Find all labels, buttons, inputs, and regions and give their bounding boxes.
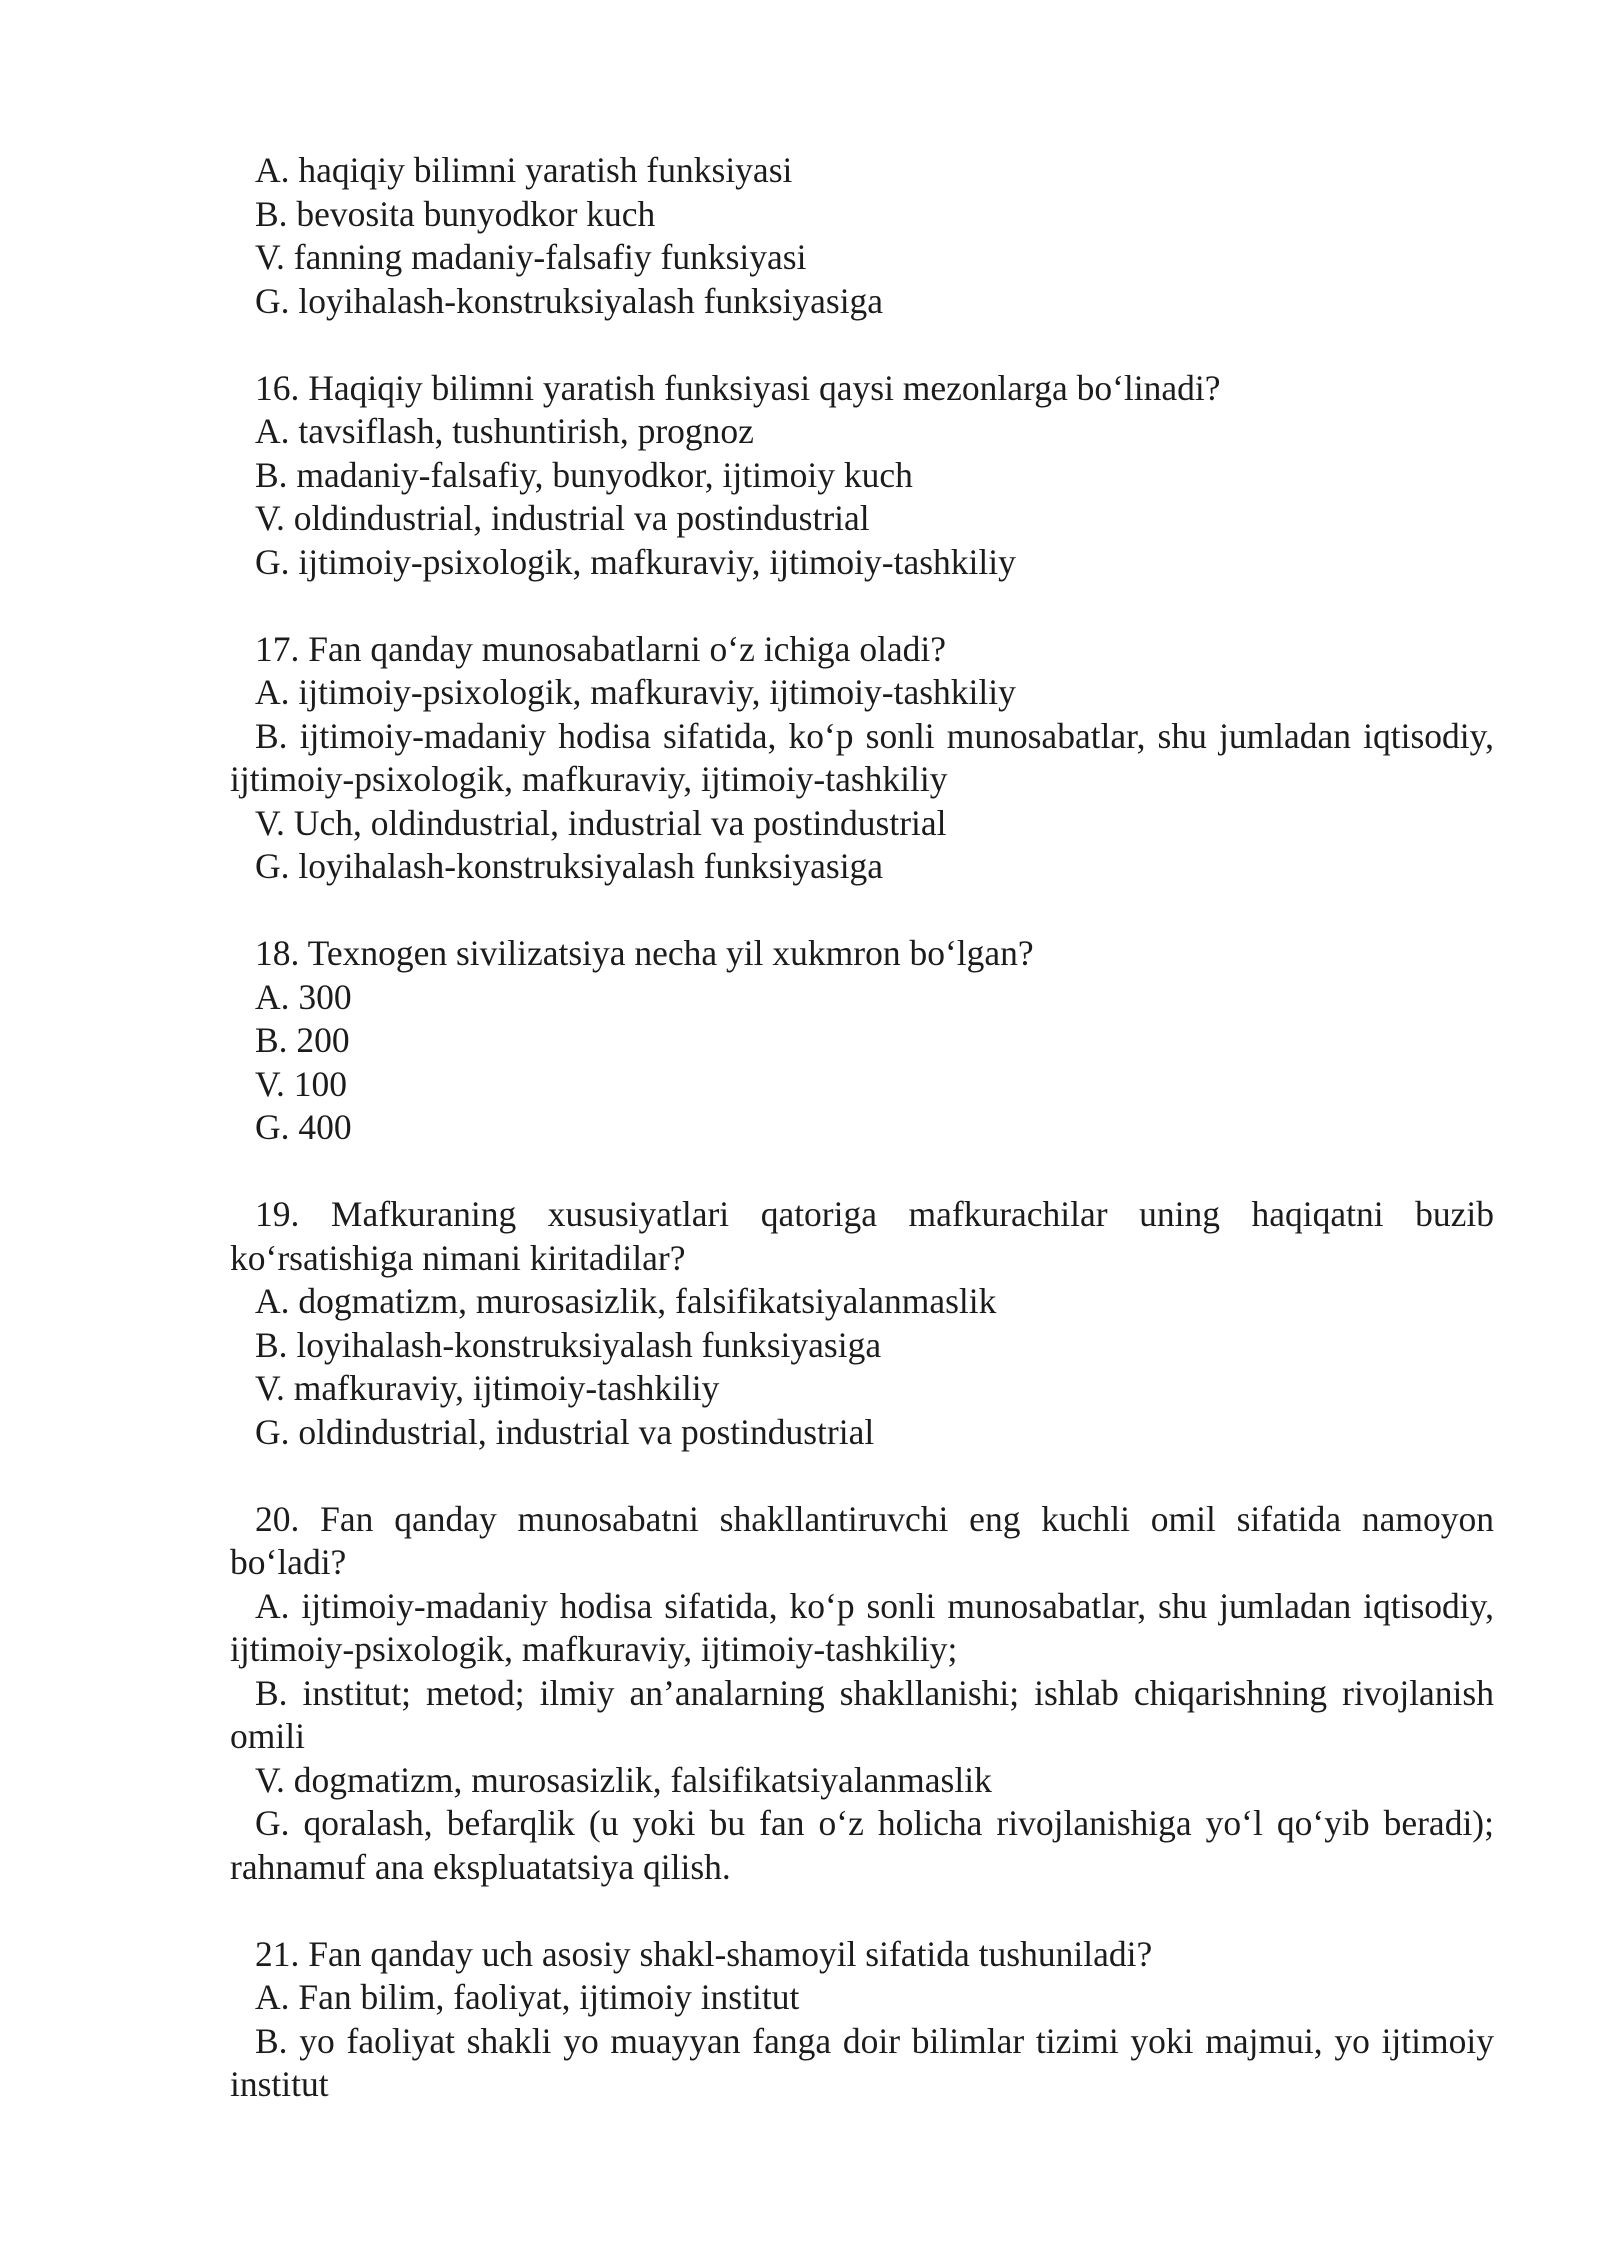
document-page xyxy=(230,149,1494,2107)
option-line: V. fanning madaniy-falsafiy funksiyasi xyxy=(255,237,807,277)
spacer xyxy=(230,584,1494,628)
question-text: 19. Mafkuraning xususiyatlari qatoriga mafkurachilar uning haqiqatni buzib ko‘rsatishiga nimani kiritadilar? xyxy=(230,1194,1494,1278)
option-line: G. ijtimoiy-psixologik, mafkuraviy, ijtimoiy-tashkiliy xyxy=(255,541,1016,582)
option-line: B. loyihalash-konstruksiyalash funksiyasiga xyxy=(255,1324,882,1365)
spacer xyxy=(230,1150,1494,1194)
question-block-20 xyxy=(230,1498,1494,1890)
option-line: A. tavsiflash, tushuntirish, prognoz xyxy=(255,411,754,451)
option-line: B. yo faoliyat shakli yo muayyan fanga doir bilimlar tizimi yoki majmui, yo ijtimoiy institut xyxy=(230,2020,1494,2104)
question-text: 20. Fan qanday munosabatni shakllantiruvchi eng kuchli omil sifatida namoyon bo‘ladi? xyxy=(230,1498,1494,1582)
question-block-21 xyxy=(230,1933,1494,2107)
question-block-16 xyxy=(230,367,1494,585)
option-line: G. loyihalash-konstruksiyalash funksiyasiga xyxy=(255,846,884,886)
option-line: G. oldindustrial, industrial va postindustrial xyxy=(255,1411,875,1452)
question-block-19 xyxy=(230,1193,1494,1454)
option-line: V. 100 xyxy=(255,1063,348,1104)
option-line: V. oldindustrial, industrial va postindustrial xyxy=(255,498,870,538)
option-line: G. qoralash, befarqlik (u yoki bu fan o‘z holicha rivojlanishiga yo‘l qo‘yib beradi); rahnamuf ana ekspluatatsiya qilish. xyxy=(230,1803,1494,1887)
spacer xyxy=(230,323,1494,367)
spacer xyxy=(230,1454,1494,1498)
option-line: G. 400 xyxy=(255,1107,352,1147)
question-text: 17. Fan qanday munosabatlarni o‘z ichiga oladi? xyxy=(255,628,947,669)
option-line: V. Uch, oldindustrial, industrial va postindustrial xyxy=(255,802,947,843)
spacer xyxy=(230,889,1494,933)
question-block-17 xyxy=(230,628,1494,889)
question-text: 21. Fan qanday uch asosiy shakl-shamoyil sifatida tushuniladi? xyxy=(255,1933,1153,1974)
option-line: A. ijtimoiy-psixologik, mafkuraviy, ijtimoiy-tashkiliy xyxy=(255,672,1016,712)
question-block-18 xyxy=(230,932,1494,1150)
option-line: B. institut; metod; ilmiy an’analarning shakllanishi; ishlab chiqarishning rivojlanish omili xyxy=(230,1672,1494,1756)
question-text: 18. Texnogen sivilizatsiya necha yil xukmron bo‘lgan? xyxy=(255,933,1034,973)
option-line: G. loyihalash-konstruksiyalash funksiyasiga xyxy=(255,280,884,321)
question-text: 16. Haqiqiy bilimni yaratish funksiyasi qaysi mezonlarga bo‘linadi? xyxy=(255,367,1221,408)
option-line: A. dogmatizm, murosasizlik, falsifikatsiyalanmaslik xyxy=(255,1281,997,1321)
previous-question-options xyxy=(230,149,1494,323)
option-line: B. ijtimoiy-madaniy hodisa sifatida, ko‘p sonli munosabatlar, shu jumladan iqtisodiy, ijtimoiy-psixologik, mafkuraviy, ijtimoiy-tashkiliy xyxy=(230,715,1494,799)
option-line: A. ijtimoiy-madaniy hodisa sifatida, ko‘p sonli munosabatlar, shu jumladan iqtisodiy, ijtimoiy-psixologik, mafkuraviy, ijtimoiy-tashkiliy; xyxy=(230,1585,1494,1669)
spacer xyxy=(230,1889,1494,1933)
option-line: A. Fan bilim, faoliyat, ijtimoiy institut xyxy=(255,1977,800,2017)
option-line: B. madaniy-falsafiy, bunyodkor, ijtimoiy kuch xyxy=(255,454,913,495)
option-line: B. bevosita bunyodkor kuch xyxy=(255,193,656,234)
option-line: A. haqiqiy bilimni yaratish funksiyasi xyxy=(255,150,793,190)
option-line: V. mafkuraviy, ijtimoiy-tashkiliy xyxy=(255,1368,720,1408)
option-line: V. dogmatizm, murosasizlik, falsifikatsiyalanmaslik xyxy=(255,1759,992,1800)
option-line: A. 300 xyxy=(255,976,352,1017)
option-line: B. 200 xyxy=(255,1020,350,1060)
